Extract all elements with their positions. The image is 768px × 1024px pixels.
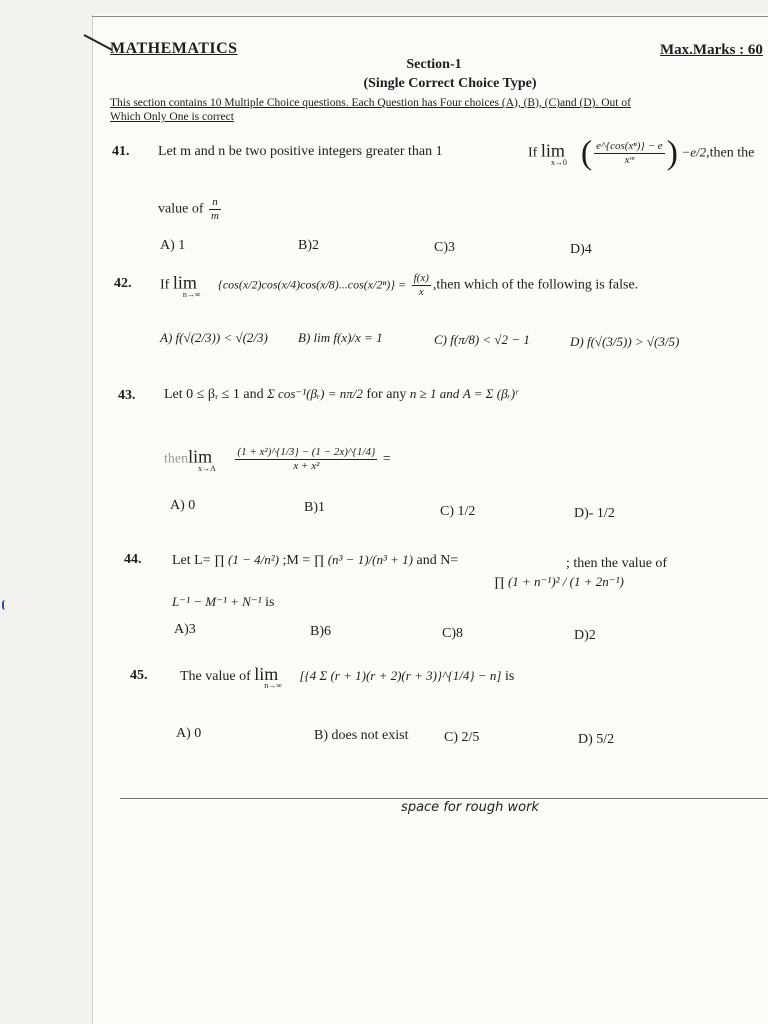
max-marks: Max.Marks : 60	[660, 42, 763, 58]
option-a[interactable]: A)3	[174, 622, 196, 637]
question-formula	[172, 552, 458, 569]
fraction	[209, 196, 221, 223]
question-number: 42.	[114, 276, 132, 291]
section-title: Section-1	[406, 57, 462, 72]
option-b[interactable]: B)2	[298, 238, 319, 253]
footer-divider	[120, 798, 768, 799]
question-text: If	[528, 145, 538, 161]
question-number: 44.	[124, 552, 142, 567]
option-a[interactable]: A) 1	[160, 238, 186, 253]
question-formula-line-2	[164, 446, 391, 473]
equals: =	[382, 451, 391, 467]
denominator: x + x²	[293, 460, 320, 472]
a-expression: A = Σ (βᵣ)ʳ	[462, 386, 518, 401]
numerator: f(x)	[413, 272, 429, 284]
question-text-line-2	[172, 594, 274, 611]
question-text: ,then which of the following is false.	[432, 277, 639, 293]
option-b[interactable]: B)6	[310, 624, 331, 639]
fraction	[594, 140, 664, 167]
question-text: Let 0 ≤ βᵣ ≤ 1 and	[164, 387, 264, 402]
subject-title: MATHEMATICS	[110, 40, 238, 57]
sum-expression: Σ cos⁻¹(βᵣ) = nπ/2	[267, 386, 363, 401]
instructions	[110, 96, 760, 124]
question-text: The value of	[180, 669, 251, 684]
denominator: xᵐ	[624, 154, 635, 166]
option-c[interactable]: C)3	[434, 240, 455, 255]
option-b[interactable]: B)1	[304, 500, 325, 515]
option-a[interactable]: A) f(√(2/3)) < √(2/3)	[160, 330, 268, 345]
m-expression: ∏ (n³ − 1)/(n³ + 1)	[313, 552, 413, 567]
option-c[interactable]: C) 2/5	[444, 730, 480, 745]
expression: L⁻¹ − M⁻¹ + N⁻¹	[172, 594, 262, 609]
fraction	[412, 272, 431, 299]
question-text: ,then the	[706, 145, 755, 161]
option-b[interactable]	[298, 330, 383, 346]
option-b-label: B) lim f(x)/x = 1	[298, 330, 383, 345]
option-d[interactable]: D)4	[570, 242, 592, 257]
l-expression: ∏ (1 − 4/n²)	[214, 552, 280, 567]
limit-symbol: lim	[172, 272, 197, 293]
rough-work-label: space for rough work	[401, 800, 539, 815]
section-type: (Single Correct Choice Type)	[363, 76, 537, 91]
question-text: ;M =	[282, 553, 311, 568]
expression: [{4 Σ (r + 1)(r + 2)(r + 3)}^{1/4} − n]	[299, 668, 502, 683]
limit-subscript: n→∞	[182, 289, 201, 299]
option-d[interactable]: D)- 1/2	[574, 506, 615, 521]
question-text-line-2	[158, 196, 223, 223]
option-c[interactable]: C) 1/2	[440, 504, 476, 519]
numerator: e^{cos(xⁿ)} − e	[596, 140, 663, 152]
question-text: value of	[158, 201, 204, 217]
denominator: m	[210, 210, 219, 222]
instructions-line-2: Which Only One is correct	[110, 111, 234, 123]
top-border	[92, 16, 768, 17]
question-formula	[164, 386, 518, 403]
n-expression: ∏ (1 + n⁻¹)² / (1 + 2n⁻¹)	[494, 574, 624, 589]
question-text: and N=	[416, 553, 459, 568]
limit-symbol: lim	[254, 664, 279, 684]
product-expression: {cos(x/2)cos(x/4)cos(x/8)...cos(x/2ⁿ)} =	[218, 277, 407, 292]
option-d[interactable]: D) 5/2	[578, 732, 615, 747]
option-b[interactable]: B) does not exist	[314, 728, 409, 743]
numerator: n	[209, 196, 221, 210]
pen-mark	[2, 600, 8, 610]
question-number: 41.	[112, 144, 130, 159]
question-number: 43.	[118, 388, 136, 403]
condition: n ≥ 1 and	[409, 386, 460, 401]
question-text: is	[265, 595, 275, 610]
question-text: If	[160, 277, 170, 293]
option-d[interactable]: D)2	[574, 628, 596, 643]
rhs-value: −e/2	[681, 144, 707, 160]
option-c[interactable]: C)8	[442, 626, 463, 641]
right-paren: )	[666, 134, 678, 172]
question-text: for any	[366, 387, 407, 402]
limit-symbol: lim	[188, 446, 213, 467]
question-text: is	[504, 669, 515, 684]
option-c[interactable]: C) f(π/8) < √2 − 1	[434, 332, 530, 347]
question-text: Let L=	[172, 553, 211, 568]
limit-symbol: lim	[540, 140, 565, 161]
limit-subscript: x→A	[198, 463, 216, 473]
question-text: ; then the value of	[566, 556, 668, 571]
question-formula	[160, 272, 638, 299]
left-paren: (	[580, 134, 593, 172]
instructions-line-1: This section contains 10 Multiple Choice questions. Each Question has Four choices (A), (B), (C)and (D). Out of	[110, 97, 631, 109]
question-formula	[180, 664, 515, 690]
limit-subscript: n→∞	[264, 681, 282, 690]
question-formula	[528, 134, 755, 172]
question-number: 45.	[130, 668, 148, 683]
question-formula-line-b	[494, 574, 624, 591]
question-text: Let m and n be two positive integers greater than 1	[158, 144, 443, 159]
fraction	[235, 446, 377, 473]
option-d[interactable]: D) f(√(3/5)) > √(3/5)	[570, 334, 680, 349]
option-a[interactable]: A) 0	[176, 726, 202, 741]
limit-subscript: x→0	[550, 157, 567, 167]
question-text: then	[164, 451, 189, 467]
denominator: x	[418, 286, 424, 298]
numerator: (1 + x²)^{1/3} − (1 − 2x)^{1/4}	[237, 446, 376, 458]
option-a[interactable]: A) 0	[170, 498, 196, 513]
